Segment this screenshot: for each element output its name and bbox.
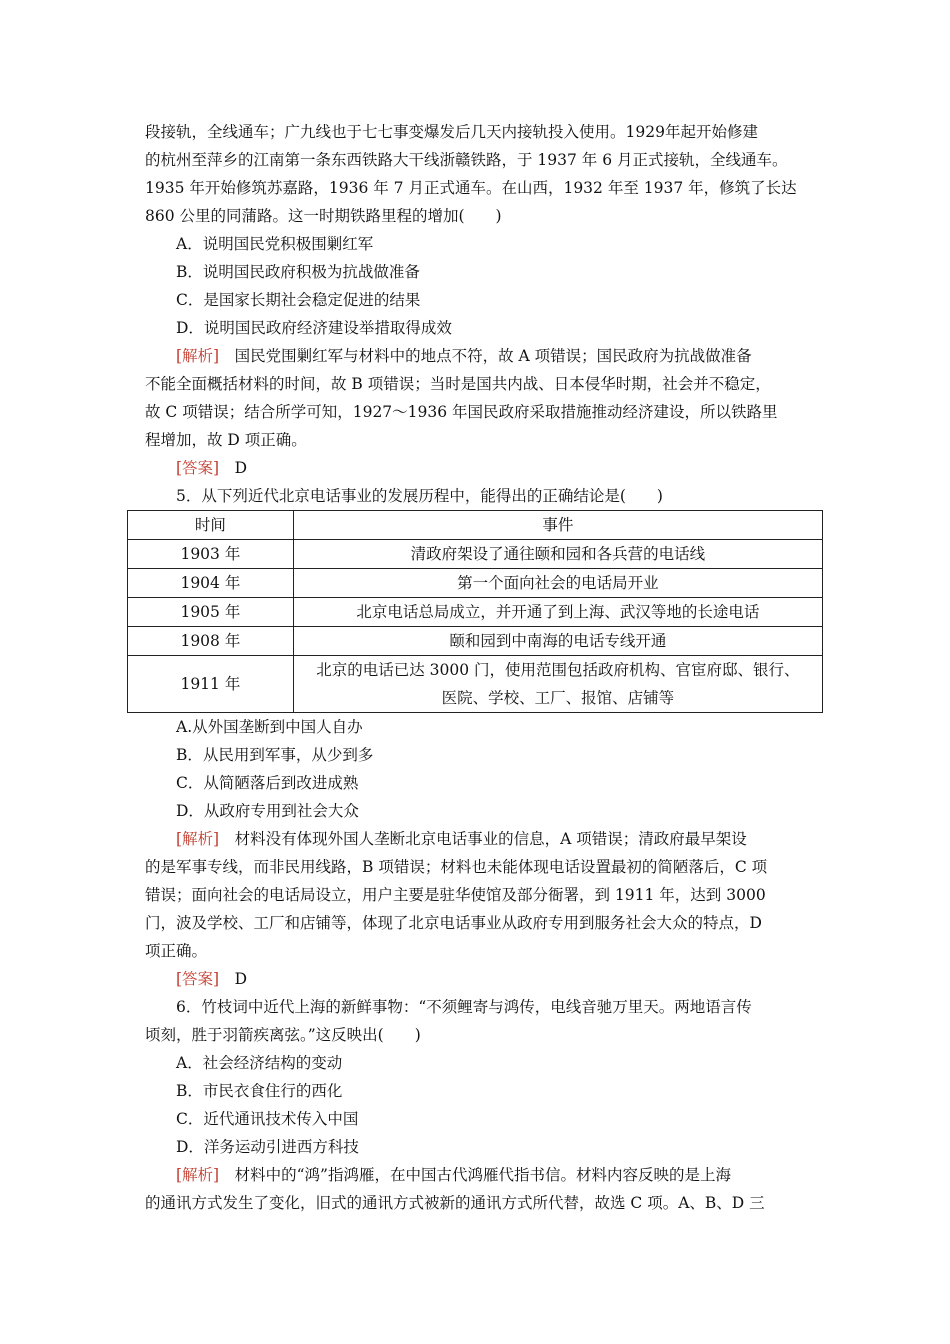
table-cell-year: 1908 年 — [128, 627, 294, 656]
q4-option-c: C．是国家长期社会稳定促进的结果 — [176, 291, 421, 309]
q5-analysis-line: 门，波及学校、工厂和店铺等，体现了北京电话事业从政府专用到服务社会大众的特点，D — [145, 914, 762, 932]
table-cell-event — [293, 656, 822, 713]
q4-option-b: B．说明国民政府积极为抗战做准备 — [176, 263, 420, 281]
table-header-row — [128, 511, 823, 540]
table-cell-event-line: 医院、学校、工厂、报馆、店铺等 — [441, 689, 675, 707]
q5-analysis-line: 错误；面向社会的电话局设立，用户主要是驻华使馆及部分衙署，到 1911 年，达到 3000 — [145, 886, 766, 904]
table-header-time: 时间 — [128, 511, 294, 540]
q4-option-d: D．说明国民政府经济建设举措取得成效 — [176, 319, 452, 337]
table-row — [128, 569, 823, 598]
q5-analysis-line: 项正确。 — [145, 942, 208, 960]
q5-option-c: C．从简陋落后到改进成熟 — [176, 774, 359, 792]
q5-analysis-line: 的是军事专线，而非民用线路，B 项错误；材料也未能体现电话设置最初的简陋落后，C 项 — [145, 858, 768, 876]
intro-line: 段接轨，全线通车；广九线也于七七事变爆发后几天内接轨投入使用。1929年起开始修建 — [145, 123, 758, 141]
table-cell-year: 1911 年 — [128, 656, 294, 713]
q4-analysis-tag: [解析] — [176, 347, 220, 365]
q4-option-a: A．说明国民党积极围剿红军 — [176, 235, 374, 253]
q4-answer-line — [145, 454, 823, 482]
q5-option-a: A.从外国垄断到中国人自办 — [176, 718, 363, 736]
table-row — [128, 598, 823, 627]
q5-answer-line — [145, 965, 823, 993]
q4-analysis-line: 不能全面概括材料的时间，故 B 项错误；当时是国共内战、日本侵华时期，社会并不稳定， — [145, 375, 771, 393]
q6-option-b: B．市民衣食住行的西化 — [176, 1082, 343, 1100]
q4-answer-value: D — [234, 459, 248, 477]
table-cell-event: 清政府架设了通往颐和园和各兵营的电话线 — [293, 540, 822, 569]
q5-answer-tag: [答案] — [176, 970, 220, 988]
intro-line: 1935 年开始修筑苏嘉路，1936 年 7 月正式通车。在山西，1932 年至 1937 年，修筑了长达 — [145, 179, 797, 197]
q6-stem-line: 6．竹枝词中近代上海的新鲜事物：“不须鲤寄与鸿传，电线音驰万里天。两地语言传 — [176, 998, 752, 1016]
document-page — [145, 118, 823, 1217]
table-cell-event-line: 北京的电话已达 3000 门，使用范围包括政府机构、官宦府邸、银行、 — [316, 661, 800, 679]
q6-analysis-line: 的通讯方式发生了变化，旧式的通讯方式被新的通讯方式所代替，故选 C 项。A、B、D 三 — [145, 1194, 765, 1212]
q6-stem-line: 顷刻，胜于羽箭疾离弦。”这反映出( ) — [145, 1026, 421, 1044]
q5-option-d: D．从政府专用到社会大众 — [176, 802, 359, 820]
q6-analysis-text: 材料中的“鸿”指鸿雁，在中国古代鸿雁代指书信。材料内容反映的是上海 — [234, 1166, 731, 1184]
table-cell-year: 1905 年 — [128, 598, 294, 627]
q5-analysis-tag: [解析] — [176, 830, 220, 848]
table-cell-year: 1904 年 — [128, 569, 294, 598]
table-row — [128, 627, 823, 656]
table-row — [128, 540, 823, 569]
q4-analysis-line: 程增加，故 D 项正确。 — [145, 431, 307, 449]
q6-option-c: C．近代通讯技术传入中国 — [176, 1110, 359, 1128]
q6-analysis-tag: [解析] — [176, 1166, 220, 1184]
intro-line: 860 公里的同蒲路。这一时期铁路里程的增加( ) — [145, 207, 502, 225]
table-row — [128, 656, 823, 713]
q5-events-table — [127, 510, 823, 713]
q5-analysis-text: 材料没有体现外国人垄断北京电话事业的信息，A 项错误；清政府最早架设 — [234, 830, 747, 848]
q5-analysis-line — [145, 825, 823, 853]
q4-answer-tag: [答案] — [176, 459, 220, 477]
table-header-event: 事件 — [293, 511, 822, 540]
q4-analysis-line — [145, 342, 823, 370]
q4-analysis-text: 国民党围剿红军与材料中的地点不符，故 A 项错误；国民政府为抗战做准备 — [234, 347, 752, 365]
table-cell-event: 北京电话总局成立，并开通了到上海、武汉等地的长途电话 — [293, 598, 822, 627]
intro-line: 的杭州至萍乡的江南第一条东西铁路大干线浙赣铁路，于 1937 年 6 月正式接轨，全线通车。 — [145, 151, 788, 169]
q6-analysis-line — [145, 1161, 823, 1189]
q5-stem: 5．从下列近代北京电话事业的发展历程中，能得出的正确结论是( ) — [176, 487, 663, 505]
q5-answer-value: D — [234, 970, 248, 988]
table-cell-year: 1903 年 — [128, 540, 294, 569]
table-cell-event: 第一个面向社会的电话局开业 — [293, 569, 822, 598]
q6-option-d: D．洋务运动引进西方科技 — [176, 1138, 359, 1156]
q4-analysis-line: 故 C 项错误；结合所学可知，1927～1936 年国民政府采取措施推动经济建设，所以铁路里 — [145, 403, 778, 421]
q5-option-b: B．从民用到军事，从少到多 — [176, 746, 374, 764]
q6-option-a: A．社会经济结构的变动 — [176, 1054, 343, 1072]
table-cell-event: 颐和园到中南海的电话专线开通 — [293, 627, 822, 656]
